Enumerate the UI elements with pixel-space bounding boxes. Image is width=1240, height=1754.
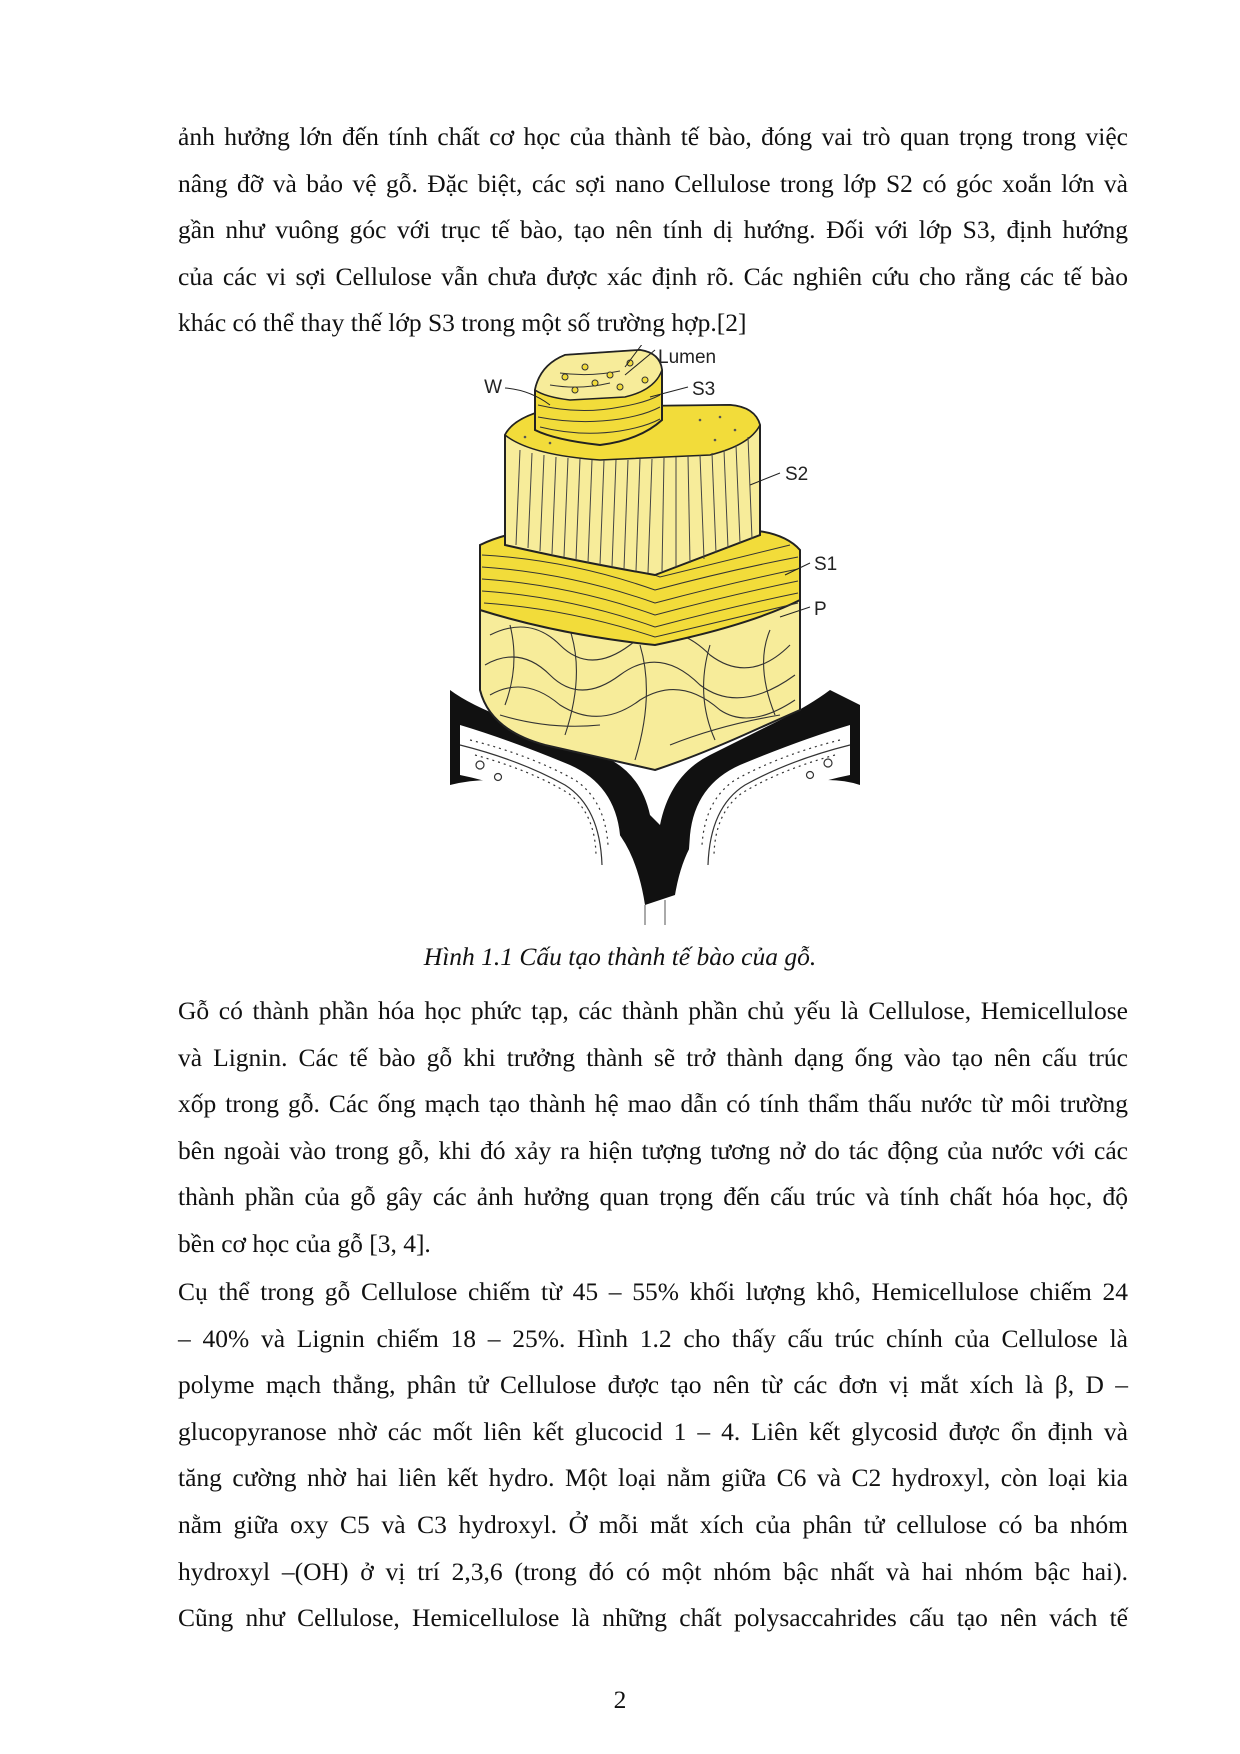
text-line: hydroxyl –(OH) ở vị trí 2,3,6 (trong đó có một nhóm bậc nhất và hai nhóm bậc hai). [178,1556,1128,1586]
text-line: khác có thể thay thế lớp S3 trong một số trường hợp.[2] [178,308,747,338]
label-p: P [814,599,827,620]
label-lumen-text: Lumen [658,347,717,368]
label-s2: S2 [785,464,809,485]
page-number: 2 [613,1685,627,1714]
label-w: W [484,377,502,398]
text-line: Gỗ có thành phần hóa học phức tạp, các thành phần chủ yếu là Cellulose, Hemicellulose [178,996,1128,1025]
text-line: bền cơ học của gỗ [3, 4]. [178,1228,431,1258]
paragraph-1 [178,114,1128,347]
text-line: polyme mạch thẳng, phân tử Cellulose được tạo nên từ các đơn vị mắt xích là β, D – [178,1370,1128,1400]
text-line: bên ngoài vào trong gỗ, khi đó xảy ra hiện tượng tương nở do tác động của nước với các [178,1135,1128,1165]
text-line: glucopyranose nhờ các mốt liên kết glucocid 1 – 4. Liên kết glycosid được ổn định và [178,1416,1128,1446]
text-line: của các vi sợi Cellulose vẫn chưa được xác định rõ. Các nghiên cứu cho rằng các tế bào [178,261,1128,291]
text-line: ảnh hưởng lớn đến tính chất cơ học của thành tế bào, đóng vai trò quan trọng trong việc [178,122,1128,151]
paragraph-3 [178,1269,1128,1642]
text-line: Cũng như Cellulose, Hemicellulose là những chất polysaccahrides cấu tạo nên vách tế [178,1603,1128,1633]
text-line: gần như vuông góc với trục tế bào, tạo nên tính dị hướng. Đối với lớp S3, định hướng [178,215,1128,245]
label-s1: S1 [814,554,838,575]
figure-caption: Hình 1.1 Cấu tạo thành tế bào của gỗ. [423,942,817,971]
text-line: nằm giữa oxy C5 và C3 hydroxyl. Ở mỗi mắt xích của phân tử cellulose có ba nhóm [178,1509,1128,1539]
text-line: nâng đỡ và bảo vệ gỗ. Đặc biệt, các sợi nano Cellulose trong lớp S2 có góc xoắn lớn và [178,168,1128,198]
label-s3: S3 [692,379,716,400]
text-line: tăng cường nhờ hai liên kết hydro. Một loại nằm giữa C6 và C2 hydroxyl, còn loại kia [178,1463,1128,1493]
text-line: thành phần của gỗ gây các ảnh hưởng quan trọng đến cấu trúc và tính chất hóa học, độ [178,1182,1128,1212]
text-line: – 40% và Lignin chiếm 18 – 25%. Hình 1.2 cho thấy cấu trúc chính của Cellulose là [178,1323,1128,1353]
text-line: và Lignin. Các tế bào gỗ khi trưởng thành sẽ trở thành dạng ống vào tạo nên cấu trúc [178,1042,1128,1072]
text-line: xốp trong gỗ. Các ống mạch tạo thành hệ mao dẫn có tính thẩm thấu nước từ môi trường [178,1089,1128,1119]
figure-labels [450,345,860,645]
paragraph-2 [178,988,1128,1268]
text-line: Cụ thể trong gỗ Cellulose chiếm từ 45 – 55% khối lượng khô, Hemicellulose chiếm 24 [178,1277,1128,1306]
